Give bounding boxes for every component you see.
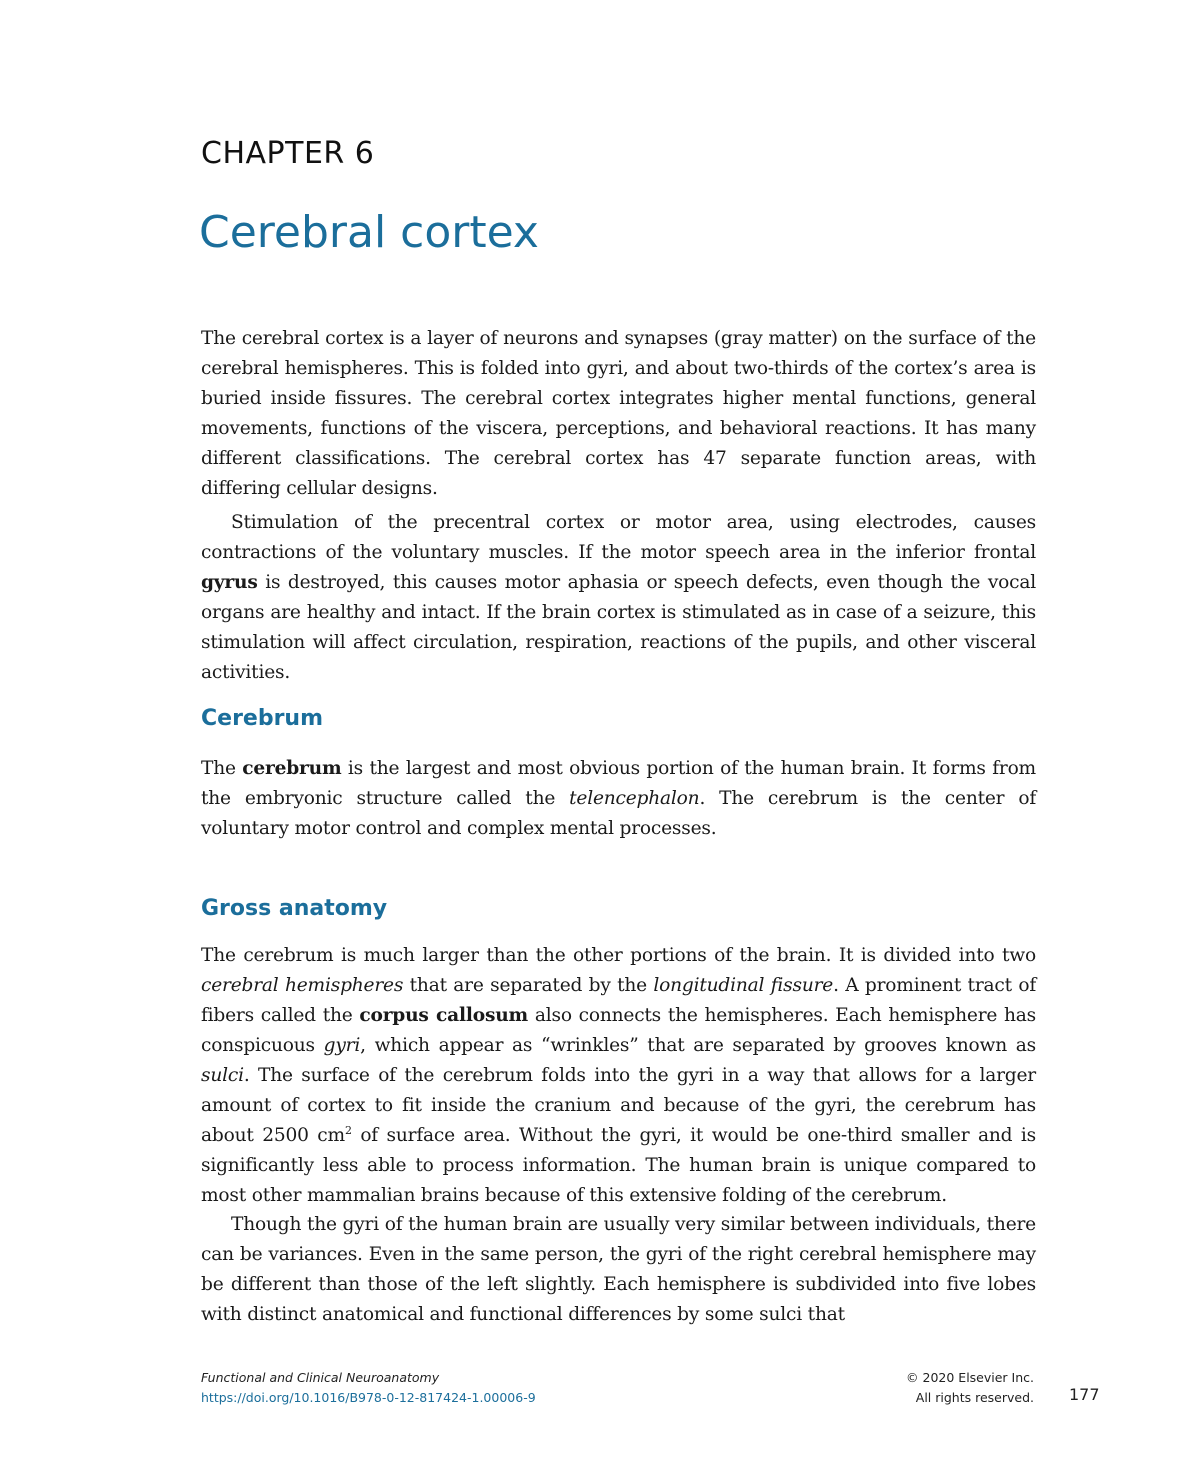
bold-term: cerebrum [242,758,342,779]
bold-term: gyrus [201,572,258,593]
section-heading-gross-anatomy: Gross anatomy [201,896,388,921]
text-run: that are separated by the [403,975,654,996]
chapter-label: CHAPTER 6 [201,136,375,171]
footer-left [201,1368,536,1408]
cerebrum-paragraph [201,754,1036,844]
text-run: . A prominent tract of fibers called the [201,975,1036,1026]
text-run: . The surface of the cerebrum folds into the gyri in a way that allows for a larger amount of cortex to fit inside the cranium and because of the gyri, the cerebrum has about 2500 cm [201,1065,1036,1146]
text-run: is destroyed, this causes motor aphasia or speech defects, even though the vocal organs are healthy and intact. If the brain cortex is stimulated as in case of a seizure, this stimulation will affect circulation, respiration, reactions of the pupils, and other visceral activities. [201,572,1036,683]
footer-rights: All rights reserved. [915,1390,1034,1405]
italic-term: sulci [201,1065,244,1086]
page-number: 177 [1069,1385,1100,1404]
text-run: . The cerebrum is the center of voluntary motor control and complex mental processes. [201,788,1036,839]
italic-term: cerebral hemispheres [201,975,404,996]
footer-doi-link[interactable]: https://doi.org/10.1016/B978-0-12-817424-1.00006-9 [201,1390,536,1405]
intro-paragraph-1: The cerebral cortex is a layer of neurons and synapses (gray matter) on the surface of the cerebral hemispheres. This is folded into gyri, and about two-thirds of the cortex’s area is buried inside fissures. The cerebral cortex integrates higher mental functions, general movements, functions of the viscera, perceptions, and behavioral reactions. It has many different classifications. The cerebral cortex has 47 separate function areas, with differing cellular designs. [201,328,1036,499]
footer-book-title: Functional and Clinical Neuroanatomy [201,1370,440,1385]
text-run: Stimulation of the precentral cortex or motor area, using electrodes, causes contractions of the voluntary muscles. If the motor speech area in the inferior frontal [201,512,1036,563]
text-run: The [201,758,243,779]
gross-anatomy-paragraph-2: Though the gyri of the human brain are usually very similar between individuals, there can be variances. Even in the same person, the gyri of the right cerebral hemisphere may be different than those of the left slightly. Each hemisphere is subdivided into five lobes with distinct anatomical and functional differences by some sulci that [201,1214,1036,1325]
gross-anatomy-paragraph-1 [201,941,1036,1211]
text-run: The cerebrum is much larger than the other portions of the brain. It is divided into two [201,945,1036,966]
text-run: also connects the hemispheres. Each hemisphere has conspicuous [201,1005,1037,1056]
italic-term: gyri [323,1035,361,1056]
footer-copyright: © 2020 Elsevier Inc. [906,1370,1034,1385]
bold-term: corpus callosum [359,1005,529,1026]
italic-term: telencephalon [569,788,700,809]
text-run: of surface area. Without the gyri, it would be one-third smaller and is significantly less able to process information. The human brain is unique compared to most other mammalian brains because of this extensive folding of the cerebrum. [201,1125,1036,1206]
italic-term: longitudinal fissure [653,975,834,996]
chapter-title: Cerebral cortex [199,207,539,258]
footer-right [906,1368,1034,1408]
intro-paragraph-2 [201,508,1036,688]
text-run: is the largest and most obvious portion of the human brain. It forms from the embryonic structure called the [201,758,1036,809]
superscript: 2 [344,1123,352,1137]
section-heading-cerebrum: Cerebrum [201,706,324,731]
text-run: , which appear as “wrinkles” that are separated by grooves known as [360,1035,1036,1056]
